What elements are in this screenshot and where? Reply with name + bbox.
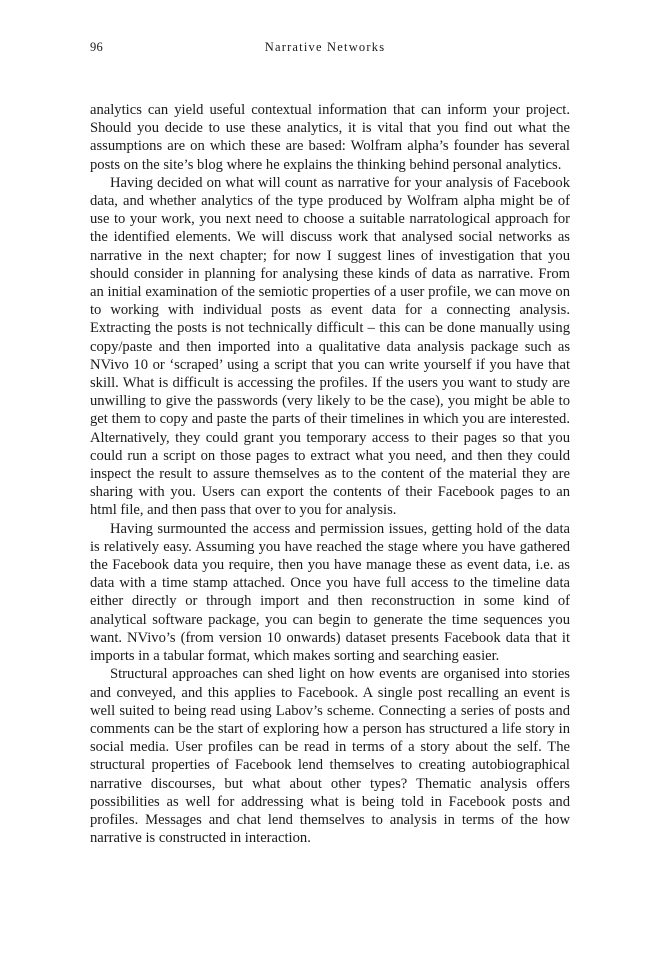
body-text [90,101,570,847]
page-number: 96 [90,40,104,54]
running-head [90,40,560,58]
paragraph-continuation: analytics can yield useful contextual information that can inform your project. Should you decide to use these analytics, it is vital that you find out what the assumptions are on which these are based: Wolfram alpha’s founder has several posts on the site’s blog where he explains the thinking behind personal analytics. [90,102,570,173]
running-title: Narrative Networks [264,40,386,54]
paragraph-structural-approaches: Structural approaches can shed light on how events are organised into stories and conveyed, and this applies to Facebook. A single post recalling an event is well suited to being read using Labov’s scheme. Connecting a series of posts and comments can be the start of exploring how a person has structured a life story in social media. User profiles can be read in terms of a story about the self. The structural properties of Facebook lend themselves to creating autobiographical narrative discourses, but what about other types? Thematic analysis offers possibilities as well for addressing what is being told in Facebook posts and profiles. Messages and chat lend themselves to analysis in terms of the how narrative is constructed in interaction. [90,666,570,847]
paragraph-access-permission: Having surmounted the access and permission issues, getting hold of the data is relatively easy. Assuming you have reached the stage where you have gathered the Facebook data you require, then you have manage these as event data, i.e. as data with a time stamp attached. Once you have full access to the timeline data either directly or through import and then reconstruction in some kind of analytical software package, you can begin to generate the time sequences you want. NVivo’s (from version 10 onwards) dataset presents Facebook data that it imports in a tabular format, which makes sorting and searching easier. [90,520,570,665]
paragraph-facebook-narratological-approach: Having decided on what will count as narrative for your analysis of Facebook data, and whether analytics of the type produced by Wolfram alpha might be of use to your work, you next need to choose a suitable narratological approach for the identified elements. We will discuss work that analysed social networks as narrative in the next chapter; for now I suggest lines of investigation that you should consider in planning for analysing these kinds of data as narrative. From an initial examination of the semiotic properties of a user profile, we can move on to working with individual posts as event data for a connecting analysis. Extracting the posts is not technically difficult – this can be done manually using copy/paste and then imported into a qualitative data analysis package such as NVivo 10 or ‘scraped’ using a script that you can write yourself if you have that skill. What is difficult is accessing the profiles. If the users you want to study are unwilling to give the passwords (very likely to be the case), you might be able to get them to copy and paste the parts of their timelines in which you are interested. Alternatively, they could grant you temporary access to their pages so that you could run a script on those pages to extract what you need, and then they could inspect the result to assure themselves as to the content of the material they are sharing with you. Users can export the contents of their Facebook pages to an html file, and then pass that over to you for analysis. [90,174,570,519]
